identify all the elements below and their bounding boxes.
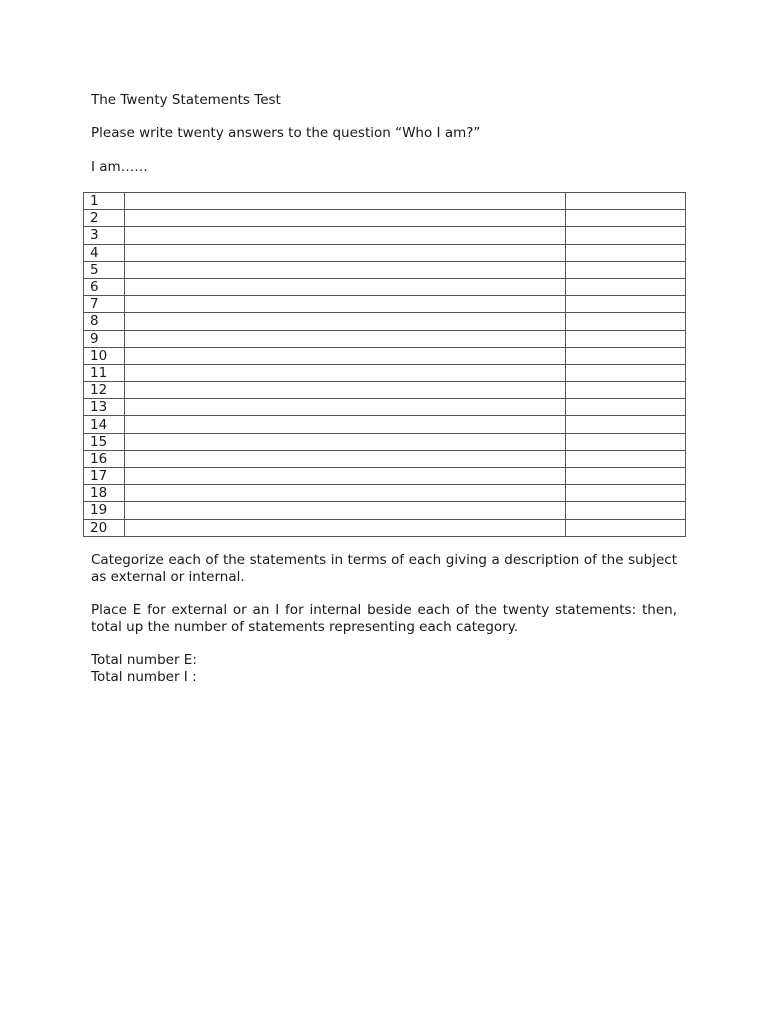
category-cell[interactable] — [566, 382, 686, 399]
statement-cell[interactable] — [125, 450, 566, 467]
statement-cell[interactable] — [125, 519, 566, 536]
row-number: 6 — [84, 278, 125, 295]
question-instruction: Please write twenty answers to the question “Who I am?” — [91, 125, 481, 141]
statement-cell[interactable] — [125, 330, 566, 347]
category-cell[interactable] — [566, 433, 686, 450]
table-row — [84, 433, 686, 450]
category-cell[interactable] — [566, 278, 686, 295]
statement-cell[interactable] — [125, 347, 566, 364]
statement-cell[interactable] — [125, 261, 566, 278]
table-row — [84, 296, 686, 313]
table-row — [84, 485, 686, 502]
statement-cell[interactable] — [125, 468, 566, 485]
statement-cell[interactable] — [125, 313, 566, 330]
category-cell[interactable] — [566, 313, 686, 330]
table-row — [84, 313, 686, 330]
table-row — [84, 399, 686, 416]
table-row — [84, 244, 686, 261]
category-cell[interactable] — [566, 296, 686, 313]
table-row — [84, 193, 686, 210]
row-number: 10 — [84, 347, 125, 364]
statement-cell[interactable] — [125, 244, 566, 261]
row-number: 3 — [84, 227, 125, 244]
row-number: 19 — [84, 502, 125, 519]
total-i-label: Total number I : — [91, 669, 197, 685]
category-cell[interactable] — [566, 244, 686, 261]
table-row — [84, 261, 686, 278]
document-title: The Twenty Statements Test — [91, 92, 281, 108]
table-row — [84, 416, 686, 433]
row-number: 18 — [84, 485, 125, 502]
category-cell[interactable] — [566, 468, 686, 485]
category-cell[interactable] — [566, 485, 686, 502]
row-number: 14 — [84, 416, 125, 433]
row-number: 8 — [84, 313, 125, 330]
statement-cell[interactable] — [125, 433, 566, 450]
row-number: 7 — [84, 296, 125, 313]
table-row — [84, 519, 686, 536]
category-cell[interactable] — [566, 261, 686, 278]
statement-cell[interactable] — [125, 193, 566, 210]
category-cell[interactable] — [566, 450, 686, 467]
table-row — [84, 347, 686, 364]
category-cell[interactable] — [566, 416, 686, 433]
row-number: 13 — [84, 399, 125, 416]
statement-cell[interactable] — [125, 485, 566, 502]
row-number: 20 — [84, 519, 125, 536]
row-number: 17 — [84, 468, 125, 485]
statement-cell[interactable] — [125, 399, 566, 416]
category-cell[interactable] — [566, 347, 686, 364]
statement-cell[interactable] — [125, 502, 566, 519]
statement-cell[interactable] — [125, 296, 566, 313]
row-number: 16 — [84, 450, 125, 467]
statement-cell[interactable] — [125, 364, 566, 381]
table-row — [84, 468, 686, 485]
categorize-instruction: Categorize each of the statements in terms of each giving a description of the subject as external or internal. — [91, 552, 677, 585]
statement-cell[interactable] — [125, 416, 566, 433]
category-cell[interactable] — [566, 193, 686, 210]
category-cell[interactable] — [566, 399, 686, 416]
row-number: 2 — [84, 210, 125, 227]
table-row — [84, 210, 686, 227]
statement-cell[interactable] — [125, 227, 566, 244]
table-row — [84, 364, 686, 381]
row-number: 15 — [84, 433, 125, 450]
statement-cell[interactable] — [125, 278, 566, 295]
category-cell[interactable] — [566, 227, 686, 244]
table-row — [84, 450, 686, 467]
row-number: 4 — [84, 244, 125, 261]
row-number: 12 — [84, 382, 125, 399]
table-row — [84, 227, 686, 244]
row-number: 1 — [84, 193, 125, 210]
row-number: 9 — [84, 330, 125, 347]
row-number: 11 — [84, 364, 125, 381]
table-row — [84, 278, 686, 295]
category-cell[interactable] — [566, 502, 686, 519]
statement-cell[interactable] — [125, 210, 566, 227]
statements-table-body — [84, 193, 686, 537]
category-cell[interactable] — [566, 519, 686, 536]
total-e-label: Total number E: — [91, 652, 197, 668]
answer-prompt: I am…… — [91, 159, 148, 175]
statement-cell[interactable] — [125, 382, 566, 399]
table-row — [84, 382, 686, 399]
category-cell[interactable] — [566, 210, 686, 227]
category-cell[interactable] — [566, 330, 686, 347]
place-instruction: Place E for external or an I for internal beside each of the twenty statements: then, total up the number of statements representing each category. — [91, 602, 677, 635]
table-row — [84, 330, 686, 347]
row-number: 5 — [84, 261, 125, 278]
statements-table — [83, 192, 686, 537]
table-row — [84, 502, 686, 519]
category-cell[interactable] — [566, 364, 686, 381]
